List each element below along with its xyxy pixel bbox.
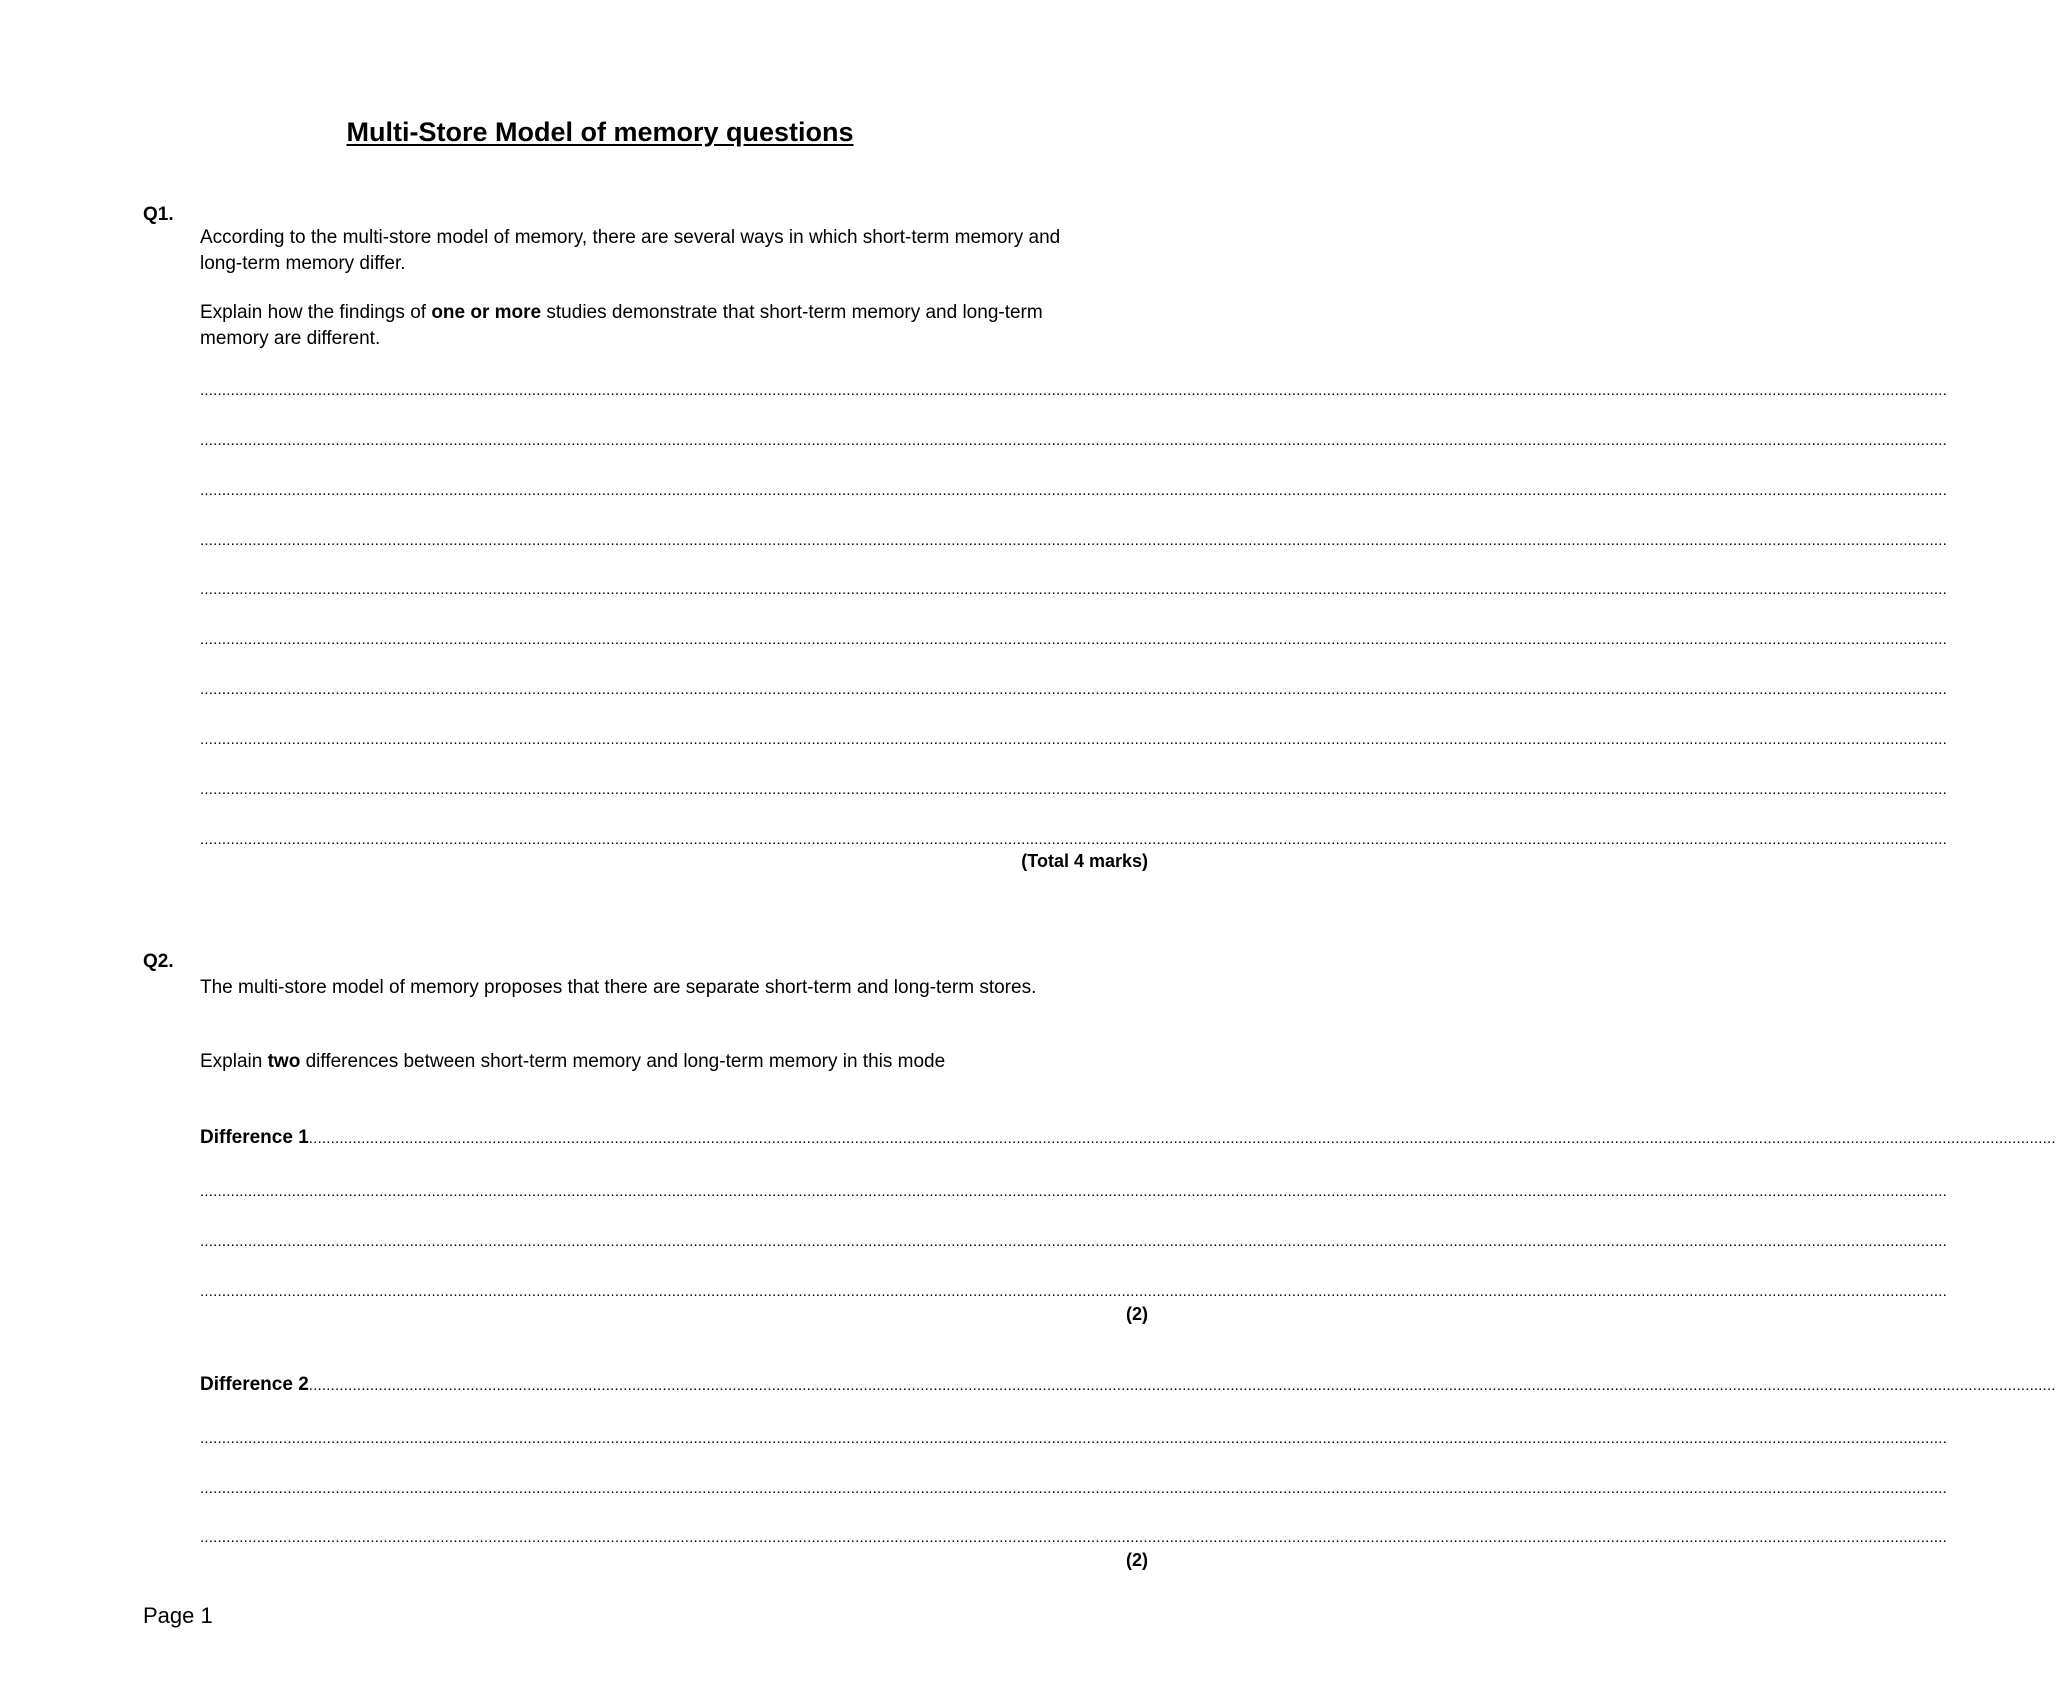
difference-1-label: Difference 1 — [200, 1127, 309, 1148]
difference-2-label: Difference 2 — [200, 1374, 309, 1395]
question-2-number: Q2. — [143, 951, 174, 972]
answer-line[interactable]: ................................................................................................................................................................................................................................................................................................................................................................................................................ — [200, 1283, 1947, 1300]
question-1-number: Q1. — [143, 204, 174, 225]
answer-line[interactable]: ................................................................................................................................................................................................................................................................................................................................................................................................................ — [200, 1183, 1947, 1200]
answer-line[interactable]: ................................................................................................................................................................................................................................................................................................................................................................................................................ — [200, 1480, 1947, 1497]
question-2-instruction — [200, 1049, 1100, 1075]
answer-line[interactable]: ................................................................................................................................................................................................................................................................................................................................................................................................................ — [200, 1529, 1947, 1546]
question-2-instruction-end: differences between short-term memory and long-term memory in this mode — [300, 1051, 946, 1072]
difference-1-line[interactable] — [200, 1126, 2056, 1150]
difference-1-marks: (2) — [1126, 1304, 1148, 1324]
question-1-total-marks: (Total 4 marks) — [1021, 851, 1148, 871]
answer-line[interactable]: ................................................................................................................................................................................................................................................................................................................................................................................................................ — [200, 532, 1947, 549]
answer-line[interactable]: ................................................................................................................................................................................................................................................................................................................................................................................................................ — [200, 631, 1947, 648]
difference-1-dots: ................................................................................................................................................................................................................................................................................................................................................................................................................ — [308, 1130, 2056, 1147]
answer-line[interactable]: ................................................................................................................................................................................................................................................................................................................................................................................................................ — [200, 432, 1947, 449]
question-2-prompt: The multi-store model of memory proposes that there are separate short-term and long-term stores. — [200, 977, 1037, 998]
answer-line[interactable]: ................................................................................................................................................................................................................................................................................................................................................................................................................ — [200, 1430, 1947, 1447]
question-1-instruction-end: studies demonstrate that short-term memory and long-term memory are different. — [200, 302, 1043, 349]
question-1-instruction — [200, 300, 1100, 352]
answer-line[interactable]: ................................................................................................................................................................................................................................................................................................................................................................................................................ — [200, 781, 1947, 798]
answer-line[interactable]: ................................................................................................................................................................................................................................................................................................................................................................................................................ — [200, 382, 1947, 399]
difference-2-marks: (2) — [1126, 1550, 1148, 1570]
answer-line[interactable]: ................................................................................................................................................................................................................................................................................................................................................................................................................ — [200, 831, 1947, 848]
difference-2-line[interactable] — [200, 1373, 2056, 1397]
answer-line[interactable]: ................................................................................................................................................................................................................................................................................................................................................................................................................ — [200, 681, 1947, 698]
difference-2-dots: ................................................................................................................................................................................................................................................................................................................................................................................................................ — [308, 1377, 2056, 1394]
answer-line[interactable]: ................................................................................................................................................................................................................................................................................................................................................................................................................ — [200, 1233, 1947, 1250]
answer-line[interactable]: ................................................................................................................................................................................................................................................................................................................................................................................................................ — [200, 482, 1947, 499]
answer-line[interactable]: ................................................................................................................................................................................................................................................................................................................................................................................................................ — [200, 731, 1947, 748]
question-2-instruction-emphasis: two — [267, 1051, 301, 1072]
question-1-prompt: According to the multi-store model of memory, there are several ways in which short-term memory and long-term memory differ. — [200, 227, 1061, 274]
question-1-instruction-emphasis: one or more — [431, 302, 542, 323]
document-title: Multi-Store Model of memory questions — [346, 117, 854, 147]
page-number: Page 1 — [143, 1603, 213, 1628]
question-1-instruction-start: Explain how the findings of — [200, 302, 432, 323]
question-2-instruction-start: Explain — [200, 1051, 268, 1072]
answer-line[interactable]: ................................................................................................................................................................................................................................................................................................................................................................................................................ — [200, 581, 1947, 598]
